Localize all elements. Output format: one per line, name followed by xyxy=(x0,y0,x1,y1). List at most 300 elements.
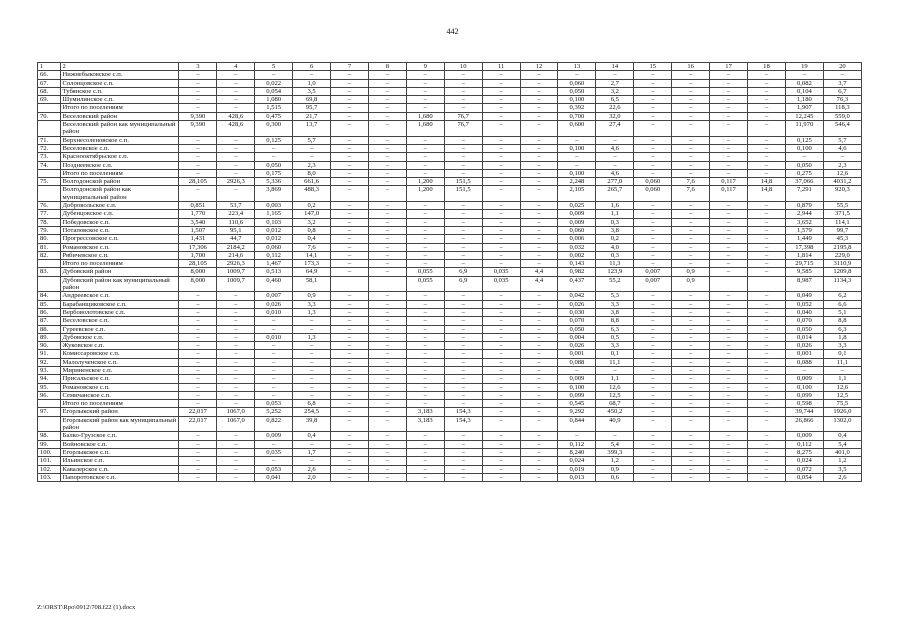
value-cell: – xyxy=(748,202,786,210)
value-cell: – xyxy=(634,358,672,366)
value-cell: – xyxy=(748,112,786,120)
value-cell: – xyxy=(823,366,861,374)
value-cell: – xyxy=(482,342,520,350)
value-cell: – xyxy=(406,96,444,104)
value-cell: – xyxy=(634,112,672,120)
value-cell: – xyxy=(406,210,444,218)
value-cell: 1209,8 xyxy=(823,268,861,276)
value-cell: 6,3 xyxy=(823,325,861,333)
value-cell: 0,032 xyxy=(558,243,596,251)
value-cell: 0,026 xyxy=(558,300,596,308)
value-cell: 0,001 xyxy=(558,350,596,358)
value-cell: – xyxy=(255,317,293,325)
name-cell: Кавалерское с.п. xyxy=(60,465,179,473)
value-cell: – xyxy=(634,350,672,358)
value-cell: 0,117 xyxy=(710,178,748,186)
value-cell: – xyxy=(406,153,444,161)
value-cell: – xyxy=(520,136,558,144)
name-cell: Малолученское с.п. xyxy=(60,358,179,366)
value-cell: 13 xyxy=(558,63,596,71)
value-cell: – xyxy=(748,416,786,432)
value-cell: 4,4 xyxy=(520,276,558,292)
value-cell: – xyxy=(406,342,444,350)
value-cell: 9,390 xyxy=(179,112,217,120)
value-cell: – xyxy=(748,243,786,251)
value-cell: 13,7 xyxy=(293,121,331,137)
value-cell: 0,055 xyxy=(406,268,444,276)
value-cell: – xyxy=(482,210,520,218)
value-cell: – xyxy=(672,161,710,169)
value-cell: – xyxy=(331,268,369,276)
value-cell: – xyxy=(217,96,255,104)
value-cell: – xyxy=(520,457,558,465)
value-cell: – xyxy=(368,308,406,316)
value-cell: 76,7 xyxy=(444,121,482,137)
name-cell: Потаповское с.п. xyxy=(60,226,179,234)
value-cell: 0,012 xyxy=(255,235,293,243)
value-cell: 0,112 xyxy=(558,440,596,448)
value-cell: – xyxy=(444,104,482,112)
value-cell: – xyxy=(634,366,672,374)
value-cell: – xyxy=(482,358,520,366)
value-cell: 0,052 xyxy=(785,300,823,308)
value-cell: – xyxy=(331,391,369,399)
value-cell: 15 xyxy=(634,63,672,71)
value-cell: 428,6 xyxy=(217,112,255,120)
value-cell: – xyxy=(634,71,672,79)
value-cell: – xyxy=(634,260,672,268)
value-cell: 0,100 xyxy=(558,96,596,104)
value-cell: – xyxy=(823,71,861,79)
value-cell: 1,1 xyxy=(596,210,634,218)
value-cell: – xyxy=(444,169,482,177)
table-row xyxy=(38,210,862,218)
value-cell: – xyxy=(748,308,786,316)
value-cell: – xyxy=(520,300,558,308)
name-cell: Романовское с.п. xyxy=(60,243,179,251)
page-number: 442 xyxy=(446,27,459,36)
value-cell: – xyxy=(368,358,406,366)
value-cell: – xyxy=(520,391,558,399)
value-cell: 3,183 xyxy=(406,408,444,416)
value-cell: – xyxy=(368,144,406,152)
value-cell: – xyxy=(368,104,406,112)
value-cell: – xyxy=(444,226,482,234)
value-cell: – xyxy=(331,210,369,218)
value-cell: 4,0 xyxy=(596,243,634,251)
value-cell: 1,0 xyxy=(293,79,331,87)
table-row xyxy=(38,342,862,350)
value-cell: – xyxy=(368,243,406,251)
value-cell: – xyxy=(482,440,520,448)
table-row xyxy=(38,317,862,325)
value-cell: 0,010 xyxy=(255,308,293,316)
value-cell: 3,3 xyxy=(823,342,861,350)
value-cell: – xyxy=(368,96,406,104)
value-cell: – xyxy=(672,96,710,104)
value-cell: – xyxy=(482,202,520,210)
value-cell: – xyxy=(748,218,786,226)
value-cell: – xyxy=(444,144,482,152)
name-cell: Добровольское с.п. xyxy=(60,202,179,210)
value-cell: – xyxy=(596,366,634,374)
value-cell: 0,545 xyxy=(558,400,596,408)
value-cell: – xyxy=(368,448,406,456)
value-cell: – xyxy=(331,325,369,333)
value-cell: – xyxy=(217,325,255,333)
value-cell: – xyxy=(368,210,406,218)
value-cell: – xyxy=(217,317,255,325)
value-cell: – xyxy=(179,87,217,95)
value-cell: – xyxy=(710,473,748,481)
row-number-cell xyxy=(38,276,61,292)
row-number-cell: 99. xyxy=(38,440,61,448)
value-cell: 0,006 xyxy=(558,235,596,243)
value-cell: 21,7 xyxy=(293,112,331,120)
table-row xyxy=(38,178,862,186)
value-cell: 14,8 xyxy=(748,178,786,186)
value-cell: – xyxy=(710,448,748,456)
value-cell: – xyxy=(482,408,520,416)
value-cell: – xyxy=(710,161,748,169)
value-cell: 1,1 xyxy=(596,375,634,383)
value-cell: – xyxy=(672,432,710,440)
value-cell: 6,2 xyxy=(823,292,861,300)
value-cell: – xyxy=(672,210,710,218)
value-cell: – xyxy=(672,300,710,308)
value-cell: 0,030 xyxy=(558,308,596,316)
value-cell: – xyxy=(179,375,217,383)
value-cell: – xyxy=(482,465,520,473)
name-cell: Ильинское с.п. xyxy=(60,457,179,465)
value-cell: – xyxy=(710,235,748,243)
value-cell: 0,035 xyxy=(255,448,293,456)
table-row xyxy=(38,251,862,259)
value-cell: 95,1 xyxy=(217,226,255,234)
value-cell: – xyxy=(520,161,558,169)
name-cell: Романовское с.п. xyxy=(60,383,179,391)
name-cell: Верхнесоленовское с.п. xyxy=(60,136,179,144)
value-cell: – xyxy=(444,350,482,358)
value-cell: – xyxy=(482,400,520,408)
value-cell: 17 xyxy=(710,63,748,71)
row-number-cell: 94. xyxy=(38,375,61,383)
value-cell: – xyxy=(634,79,672,87)
value-cell: – xyxy=(520,432,558,440)
value-cell: – xyxy=(217,87,255,95)
value-cell: – xyxy=(634,383,672,391)
value-cell: – xyxy=(444,202,482,210)
value-cell: 0,003 xyxy=(255,202,293,210)
table-row xyxy=(38,218,862,226)
value-cell: 6,9 xyxy=(444,268,482,276)
name-cell: Присальское с.п. xyxy=(60,375,179,383)
name-cell: Папоротовское с.п. xyxy=(60,473,179,481)
value-cell: – xyxy=(331,358,369,366)
value-cell: – xyxy=(331,292,369,300)
value-cell: 1,3 xyxy=(293,333,331,341)
value-cell: 6,6 xyxy=(823,300,861,308)
value-cell: – xyxy=(368,366,406,374)
value-cell: – xyxy=(520,465,558,473)
value-cell: – xyxy=(710,87,748,95)
value-cell: – xyxy=(217,400,255,408)
value-cell xyxy=(368,276,406,292)
value-cell: – xyxy=(634,342,672,350)
value-cell: – xyxy=(406,358,444,366)
value-cell: – xyxy=(406,432,444,440)
value-cell: 0,019 xyxy=(558,465,596,473)
value-cell: – xyxy=(672,218,710,226)
value-cell: 0,100 xyxy=(785,144,823,152)
value-cell: 0,513 xyxy=(255,268,293,276)
value-cell: 0,103 xyxy=(255,218,293,226)
value-cell: – xyxy=(331,432,369,440)
value-cell: – xyxy=(634,448,672,456)
value-cell: 0,125 xyxy=(255,136,293,144)
value-cell: – xyxy=(672,440,710,448)
value-cell: – xyxy=(634,308,672,316)
value-cell: – xyxy=(444,400,482,408)
value-cell: – xyxy=(710,432,748,440)
value-cell: 22,6 xyxy=(596,104,634,112)
value-cell: 99,7 xyxy=(823,226,861,234)
value-cell: – xyxy=(368,260,406,268)
value-cell: – xyxy=(482,416,520,432)
value-cell: 12,245 xyxy=(785,112,823,120)
value-cell: – xyxy=(368,440,406,448)
value-cell: – xyxy=(672,121,710,137)
value-cell: – xyxy=(179,186,217,202)
value-cell: 11,3 xyxy=(596,260,634,268)
value-cell: 0,822 xyxy=(255,416,293,432)
table-row xyxy=(38,136,862,144)
value-cell: – xyxy=(482,243,520,251)
name-cell: Волгодонской район xyxy=(60,178,179,186)
value-cell: – xyxy=(406,317,444,325)
value-cell: – xyxy=(368,218,406,226)
value-cell: – xyxy=(634,325,672,333)
value-cell: – xyxy=(710,104,748,112)
value-cell: – xyxy=(331,226,369,234)
value-cell: – xyxy=(444,161,482,169)
value-cell: 399,3 xyxy=(596,448,634,456)
value-cell: – xyxy=(406,144,444,152)
value-cell: – xyxy=(406,260,444,268)
value-cell: – xyxy=(520,333,558,341)
value-cell: – xyxy=(748,71,786,79)
row-number-cell xyxy=(38,400,61,408)
table-row xyxy=(38,235,862,243)
value-cell: 9,292 xyxy=(558,408,596,416)
value-cell: 0,042 xyxy=(558,292,596,300)
value-cell: – xyxy=(710,226,748,234)
value-cell: – xyxy=(255,153,293,161)
value-cell: – xyxy=(331,79,369,87)
value-cell: – xyxy=(406,375,444,383)
value-cell: – xyxy=(785,366,823,374)
value-cell: – xyxy=(331,161,369,169)
value-cell: – xyxy=(255,144,293,152)
value-cell: – xyxy=(331,400,369,408)
value-cell: – xyxy=(368,333,406,341)
value-cell: 0,054 xyxy=(785,473,823,481)
value-cell: – xyxy=(217,71,255,79)
value-cell: 214,6 xyxy=(217,251,255,259)
value-cell: 76,3 xyxy=(823,96,861,104)
value-cell: 0,3 xyxy=(596,251,634,259)
row-number-cell: 1 xyxy=(38,63,61,71)
value-cell: – xyxy=(331,243,369,251)
value-cell: – xyxy=(482,375,520,383)
value-cell: – xyxy=(331,260,369,268)
value-cell: 5,336 xyxy=(255,178,293,186)
value-cell: 0,026 xyxy=(558,342,596,350)
value-cell xyxy=(748,276,786,292)
value-cell: – xyxy=(217,79,255,87)
value-cell: – xyxy=(482,391,520,399)
row-number-cell: 93. xyxy=(38,366,61,374)
value-cell: – xyxy=(444,210,482,218)
value-cell: – xyxy=(331,300,369,308)
value-cell: – xyxy=(710,342,748,350)
row-number-cell: 98. xyxy=(38,432,61,440)
value-cell: – xyxy=(672,416,710,432)
value-cell: – xyxy=(823,153,861,161)
value-cell: 5 xyxy=(255,63,293,71)
value-cell: – xyxy=(179,136,217,144)
value-cell: – xyxy=(482,260,520,268)
value-cell: 0,392 xyxy=(558,104,596,112)
value-cell: – xyxy=(482,300,520,308)
value-cell: – xyxy=(748,440,786,448)
value-cell: – xyxy=(331,169,369,177)
value-cell: – xyxy=(293,358,331,366)
value-cell: – xyxy=(634,210,672,218)
value-cell: – xyxy=(179,358,217,366)
value-cell: – xyxy=(710,383,748,391)
value-cell: – xyxy=(331,375,369,383)
value-cell: – xyxy=(368,71,406,79)
name-cell: Дубовское с.п. xyxy=(60,333,179,341)
value-cell: – xyxy=(710,391,748,399)
value-cell: – xyxy=(520,186,558,202)
value-cell: 0,026 xyxy=(785,342,823,350)
value-cell: – xyxy=(482,251,520,259)
table-row xyxy=(38,350,862,358)
value-cell: – xyxy=(179,161,217,169)
value-cell: – xyxy=(217,465,255,473)
value-cell: – xyxy=(520,87,558,95)
name-cell: Веселовское с.п. xyxy=(60,317,179,325)
value-cell: 8,8 xyxy=(823,317,861,325)
value-cell: – xyxy=(406,448,444,456)
value-cell: – xyxy=(672,226,710,234)
value-cell: – xyxy=(520,342,558,350)
value-cell: – xyxy=(482,79,520,87)
value-cell: – xyxy=(217,104,255,112)
value-cell: – xyxy=(710,366,748,374)
value-cell: – xyxy=(634,226,672,234)
value-cell: 0,060 xyxy=(634,178,672,186)
value-cell: – xyxy=(368,268,406,276)
value-cell: 3,2 xyxy=(293,218,331,226)
value-cell: – xyxy=(368,375,406,383)
value-cell: 12,5 xyxy=(823,391,861,399)
value-cell: 2,3 xyxy=(823,161,861,169)
value-cell: 0,112 xyxy=(255,251,293,259)
value-cell: – xyxy=(444,432,482,440)
row-number-cell: 92. xyxy=(38,358,61,366)
value-cell: – xyxy=(444,391,482,399)
value-cell: 8,240 xyxy=(558,448,596,456)
value-cell: – xyxy=(482,136,520,144)
row-number-cell: 91. xyxy=(38,350,61,358)
value-cell: – xyxy=(634,391,672,399)
table-row xyxy=(38,325,862,333)
value-cell: 0,175 xyxy=(255,169,293,177)
value-cell: – xyxy=(368,292,406,300)
value-cell: 7,6 xyxy=(672,178,710,186)
row-number-cell: 79. xyxy=(38,226,61,234)
value-cell: – xyxy=(217,383,255,391)
value-cell xyxy=(331,276,369,292)
value-cell: 2,6 xyxy=(823,473,861,481)
value-cell: – xyxy=(406,440,444,448)
value-cell: – xyxy=(406,226,444,234)
value-cell: 0,082 xyxy=(785,79,823,87)
value-cell: – xyxy=(217,473,255,481)
value-cell: – xyxy=(368,383,406,391)
value-cell: – xyxy=(520,448,558,456)
value-cell: – xyxy=(634,96,672,104)
row-number-cell: 81. xyxy=(38,243,61,251)
value-cell: 0,001 xyxy=(785,350,823,358)
value-cell: – xyxy=(672,153,710,161)
value-cell: – xyxy=(217,308,255,316)
value-cell: – xyxy=(293,342,331,350)
value-cell: – xyxy=(482,235,520,243)
value-cell: – xyxy=(634,169,672,177)
value-cell: – xyxy=(482,317,520,325)
value-cell: 9,585 xyxy=(785,268,823,276)
value-cell: 0,5 xyxy=(596,333,634,341)
value-cell: – xyxy=(634,104,672,112)
value-cell: – xyxy=(634,292,672,300)
value-cell: – xyxy=(331,121,369,137)
value-cell: 0,112 xyxy=(785,440,823,448)
value-cell: – xyxy=(520,325,558,333)
value-cell: – xyxy=(748,87,786,95)
table-row xyxy=(38,161,862,169)
value-cell: – xyxy=(368,400,406,408)
value-cell: – xyxy=(634,300,672,308)
table-row xyxy=(38,71,862,79)
value-cell: – xyxy=(406,391,444,399)
value-cell: – xyxy=(672,144,710,152)
name-cell: Веселовский район xyxy=(60,112,179,120)
value-cell: – xyxy=(672,457,710,465)
value-cell: 12,5 xyxy=(596,391,634,399)
name-cell: Веселовское с.п. xyxy=(60,144,179,152)
value-cell: – xyxy=(368,178,406,186)
value-cell: 1,8 xyxy=(823,333,861,341)
value-cell: – xyxy=(482,186,520,202)
value-cell: – xyxy=(444,136,482,144)
value-cell: 0,009 xyxy=(558,218,596,226)
value-cell: – xyxy=(406,308,444,316)
value-cell: – xyxy=(710,308,748,316)
